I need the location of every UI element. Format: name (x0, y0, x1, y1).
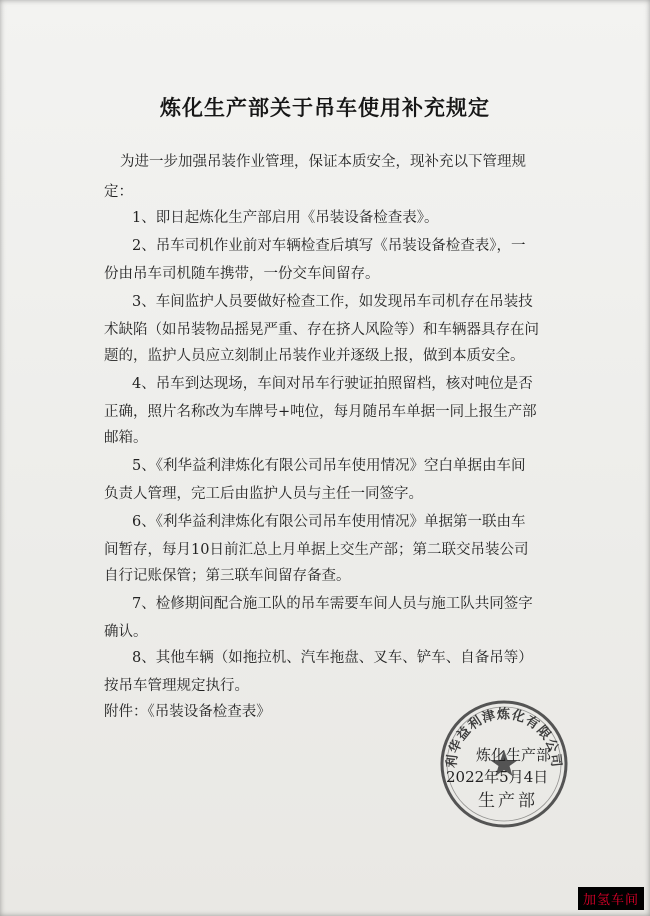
clause-2-line-1: 2、吊车司机作业前对车辆检查后填写《吊装设备检查表》，一 (132, 238, 526, 254)
clause-4-line-1: 4、吊车到达现场，车间对吊车行驶证拍照留档，核对吨位是否 (132, 376, 533, 392)
attachment-line: 附件：《吊装设备检查表》 (104, 704, 271, 720)
clause-3-line-3: 题的，监护人员应立刻制止吊装作业并逐级上报，做到本质安全。 (104, 348, 525, 364)
clause-6-line-2: 间暂存，每月10日前汇总上月单据上交生产部；第二联交吊装公司 (104, 542, 529, 558)
clause-3-line-1: 3、车间监护人员要做好检查工作，如发现吊车司机存在吊装技 (132, 294, 533, 310)
clause-4-line-2: 正确，照片名称改为车牌号+吨位，每月随吊车单据一同上报生产部 (104, 404, 537, 420)
clause-2-line-2: 份由吊车司机随车携带，一份交车间留存。 (104, 266, 380, 282)
clause-5-line-2: 负责人管理，完工后由监护人员与主任一同签字。 (104, 486, 423, 502)
clause-4-line-3: 邮箱。 (104, 430, 148, 446)
source-watermark: 加氢车间 (578, 887, 644, 910)
document-title: 炼化生产部关于吊车使用补充规定 (160, 96, 490, 120)
clause-6-line-3: 自行记账保管；第三联车间留存备查。 (104, 568, 351, 584)
clause-8-line-2: 按吊车管理规定执行。 (104, 678, 249, 694)
signature-department: 生产部 (478, 791, 538, 811)
stamp-department: 炼化生产部 (476, 746, 552, 764)
clause-6-line-1: 6、《利华益利津炼化有限公司吊车使用情况》单据第一联由车 (132, 514, 526, 530)
seal-text: 利华益利津炼化有限公司 (444, 707, 564, 769)
paragraph-intro-line-1: 为进一步加强吊装作业管理，保证本质安全，现补充以下管理规 (120, 154, 526, 170)
clause-5-line-1: 5、《利华益利津炼化有限公司吊车使用情况》空白单据由车间 (132, 458, 526, 474)
paragraph-intro-line-2: 定： (104, 184, 133, 200)
clause-7-line-1: 7、检修期间配合施工队的吊车需要车间人员与施工队共同签字 (132, 596, 533, 612)
issue-date: 2022年5月4日 (446, 768, 549, 786)
clause-7-line-2: 确认。 (104, 624, 148, 640)
clause-8-line-1: 8、其他车辆（如拖拉机、汽车拖盘、叉车、铲车、自备吊等） (132, 650, 533, 666)
clause-3-line-2: 术缺陷（如吊装物品摇晃严重、存在挤人风险等）和车辆器具存在问 (104, 322, 539, 338)
clause-1-line-1: 1、即日起炼化生产部启用《吊装设备检查表》。 (132, 210, 439, 226)
